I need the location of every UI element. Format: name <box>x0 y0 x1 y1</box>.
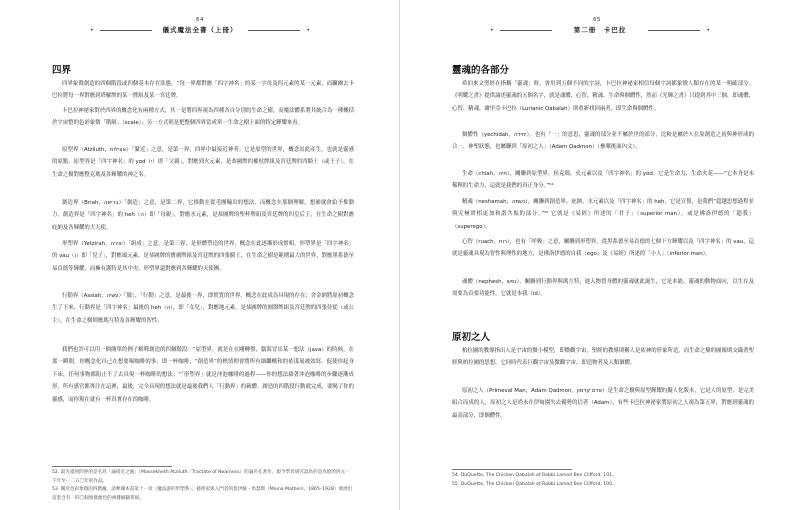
footnote-rule <box>452 469 572 470</box>
ornament-dot: • <box>490 27 494 34</box>
body-paragraph: 形塑界（Yetzirah，יצירה）「組成」之意，是第三界，是形體塑造的世界，概念在此逐漸形成實相，形塑界是「四字神名」的 vau（ו）即「兒子」，對應風元素，是恭圖牌的寶劍牌組及宮廷牌的四張騎王，在生命之樹是範圍最大的世界，對應黑系德至易首德等輝耀，而擁有護特是其中央，形塑界還對應到各輝耀的天使團。 <box>52 241 354 272</box>
running-header <box>90 25 310 35</box>
body-paragraph: 希伯來文聖經在指稱「靈魂」時，會用到五個不同的字詞，卡巴拉神祕家相信每個字詞都象徵人類存在的某一明確部分。《明耀之書》提供論述靈魂的五個名字，就是魂體、心智、精魂、生命與個體性，然而《光輝之書》只提到其中三個，即魂體、心智、精魂。盧里亞卡巴拉（Lurianic Qabalah）則重新找回兩者，即生命與個體性。 <box>452 81 754 112</box>
body-paragraph: 我們也許可以用一個簡單的例子解釋創造的四個階段：“原型界，就是在在剛轉盤，腦海冒出某一想法（java）的時候，在那一瞬間，你概念化自己在想要喝咖啡的事，即一杯咖啡；“創造界”的熱情則會將所有細繼概和的依谋展被效寫，促使你起身下床，任何事物都阻止不了去具現一杯咖啡的想法；“「形塑界」就是沖泡咖啡的過程——你的想法藉著沖泡咖啡的步驟逐漸成形，所有感官都專注在這裡，最後，完全具現的想法就是最後我們人「行動界」的載體。創造的四階段行動就完成，要喝了你的靈感，而你現在就有一杯真實存在的咖啡。 <box>52 347 354 403</box>
ornament-dot: • <box>90 27 94 34</box>
running-title: 儀式魔法全書（上冊） <box>162 26 238 34</box>
footnote: 55. DuQuette, The Chicken Qabalah of Rabbi Lamed Ben Clifford, 100。 <box>452 482 617 487</box>
left-page <box>0 0 399 510</box>
body-paragraph: 創造界（Briah，בריאה）「創造」之意，是第二界，它推動在從毛團輸出的想法，而概念在那個理解，想補就會給予推動力，創造界是「四字神名」的 heh（ה）即「母親」，對應水元素，是恭圖牌的聖杯牌組及宮廷牌的四皇后王，在生命之樹對應庇納及各輝耀的大天使。 <box>52 200 354 231</box>
header-rule <box>648 30 700 31</box>
body-paragraph: 原初之人（Primeval Man，Adam Qadmon，אדם קדמון）是生命之樹與原型輝耀的擬人化版本，它是人的原型，是完美組合而成的人，原初之人是尚未在伊甸園失去優勢的信者（Adam），有些卡巴拉神祕家將原初之人視為第五界，對應到靈魂的最高部分，即個體性。 <box>452 388 754 419</box>
body-paragraph: 個體性（yechidah，יחידה）。也有「一」的意思，靈魂的部分並不屬於世的部分，比較是屬於人在原創造之初與神形成的合一、神聖狀態，也屬聯到「原初之人」（Adam Qadmon）（參閱後面內文）。 <box>452 132 754 151</box>
footnote: 53. 關於色彩象徵的四階級，請參閱本書第十一章〈魔法游的形塑系〉。藝術家與入門者的莫伊薩・馬瑟斯（Moina Mathers，1865–1928）發展出這套含有一四〇個象徵顏色的複雜細顯系統。 <box>52 487 353 501</box>
body-paragraph: 原型界（Atziluth，אצילות）「緊近」之意，是第一界，四界中最接近神者；它是原型的世界，概念出此產生，也就是靈感的原點。原型界是「四字神名」的 yod（י）即「父親」，對應到火元素，是恭圖牌的權杖牌組及宮廷牌的四騎士（或王子），在生命之樹對應整克瑪及各輝耀的神之名。 <box>52 147 354 178</box>
header-rule <box>500 30 552 31</box>
header-rule <box>100 30 152 31</box>
header-rule <box>248 30 300 31</box>
page-number: 65 <box>593 17 601 23</box>
body-paragraph: 柏拉圖的教導指出人是宇宙的微小模型，即微觀宇宙，聖經的教導則稱人是依神的形象所造，而生命之樹的圖像則交織著聖經與柏拉圖的思想，它同時代表巨觀宇宙及微觀宇宙，即造物者及人類個體。 <box>452 348 754 367</box>
body-paragraph: 卡巴拉神祕家對於四界的概念化有兩種方式，其一是將四界視為四種各自分別的生命之樹，而魔法體系將其統合為一種概括於宇宙整的色彩象徵「階級」（scale）；另一方式則是把整個四界當成單一生命之樹上面的特定輝耀來看。 <box>52 108 354 127</box>
section-title: 靈魂的各部分 <box>452 65 510 76</box>
ornament-dot: • <box>306 27 310 34</box>
body-paragraph: 四界象徵創造的四個階段或四個基本存在狀態。“每一界都對應「四字神名」的某一字母及四元素的某一元素，而臟爾去卡巴拉將每一界對應到塔羅牌的某一牌組及某一宮廷牌。 <box>52 81 354 100</box>
body-paragraph: 心智（ruach，רוח），也有「呼吸」之意，關聯到形塑界，從黑系德至易首德的七個下方輝耀以及「四字神名」的 vau，這就是靈魂具現為智性與理性的地方，是佛洛伊德的自我（ego）及《易經》所述的「小人」（inferior man）。 <box>452 239 754 258</box>
ornament-dot: • <box>706 27 710 34</box>
running-title: 第二冊 卡巴拉 <box>573 26 627 34</box>
section-title: 四界 <box>52 65 72 76</box>
body-paragraph: 行動界（Assiah，עשיה）「做」、「行動」之意，是最後一界，即實質的世界，概念在此成為具現的存在；舍金納將原初概念生了下來，行動界是「四字神名」最後的 heh（ה），即「女兒」，對應地元素，是恭圖牌的圓盤牌組及宮廷牌的四張侍從（或公主），在生命之樹則應瑪互特及各輝耀的智性。 <box>52 293 354 324</box>
footnote-rule <box>52 466 172 467</box>
running-header <box>490 25 710 35</box>
footnote: 52. 最先提到四界的是名為「論接近之處」（Massekheth Atziluth／Tractate of Nearness）的論名孔著作，現今學者研究認為約是為給的西元一千年至一二五〇年的作品。 <box>52 470 350 484</box>
page-number: 64 <box>196 17 204 23</box>
body-paragraph: 精魂（neshamah，נשמה），關聯到創造界、庇納、水元素以及「四字神名」的 heh，它是宣覺，是我們“超越思想過程並與究極實相更加和諧共振的部分。”⁵⁵ 它就是《易經》所述的「君子」（superior man），或是佛洛伊德的「超我」（superego）。 <box>452 199 754 230</box>
right-page <box>400 0 799 510</box>
body-paragraph: 生命（chiah，חיה），關聯到原型界，侯克瑪、火元素以及「四字神名」的 yod；它是生命力、生命火花——“它本身是未稀釋的生命力，這就是我們的真正身分。”⁵⁴ <box>452 171 754 190</box>
footnote: 54. DuQuette, The Chicken Qabalah of Rabbi Lamed Ben Clifford, 101。 <box>452 473 617 478</box>
body-paragraph: 魂體（nephesh，נפש），關聯到行動界與瑪互特，進入物質身體的靈魂就此誕生，它是本能、靈魂的動物面向，以生存及需要為首要功能性，它就是本我（id）。 <box>452 279 754 298</box>
section-title: 原初之人 <box>452 332 491 343</box>
